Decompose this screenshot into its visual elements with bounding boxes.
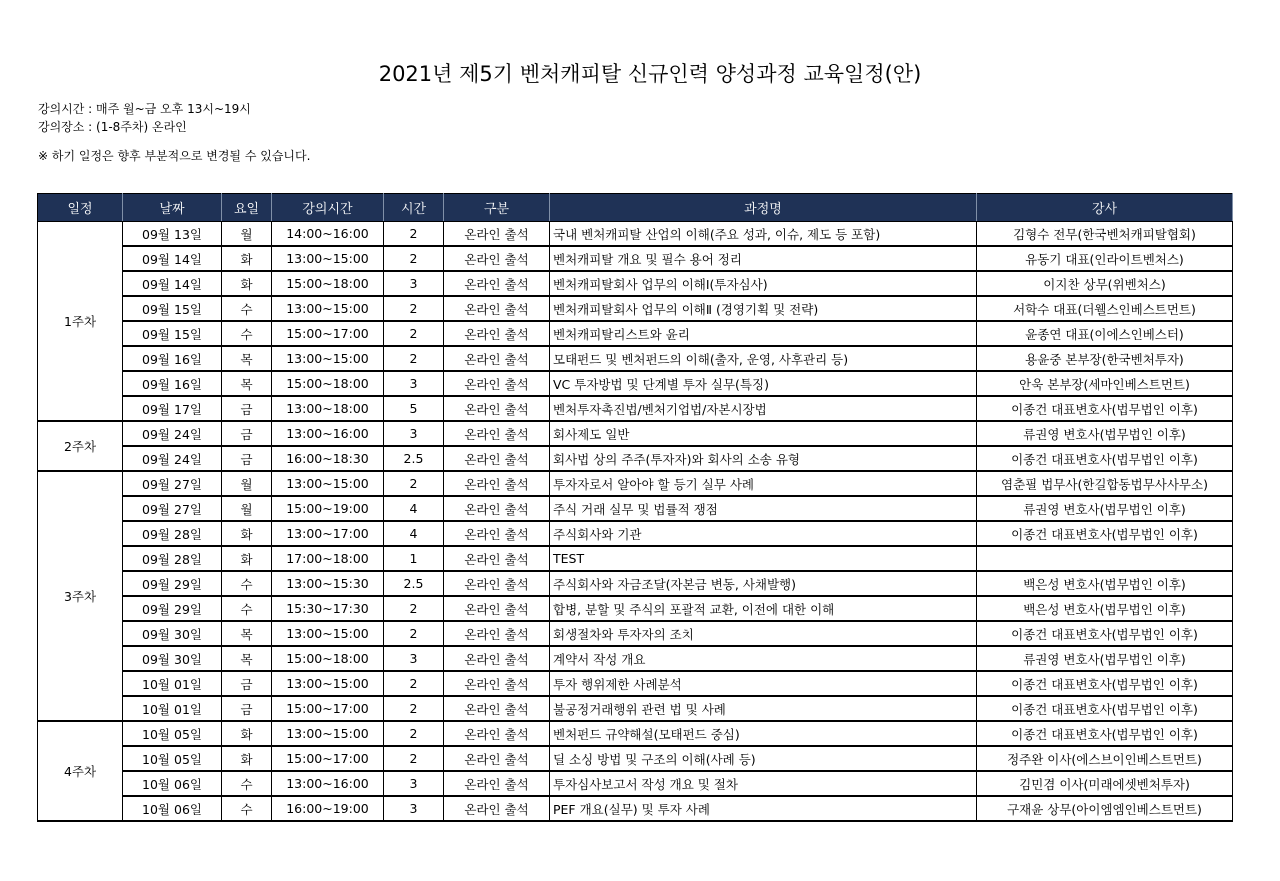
hours-cell: 2 <box>384 671 444 696</box>
instructor-cell: 이종건 대표변호사(법무법인 이후) <box>977 396 1233 421</box>
date-cell: 09월 14일 <box>123 246 222 271</box>
type-cell: 온라인 출석 <box>444 346 550 371</box>
day-cell: 화 <box>222 521 272 546</box>
hours-cell: 2 <box>384 721 444 746</box>
instructor-cell: 류권영 변호사(법무법인 이후) <box>977 421 1233 446</box>
table-row <box>38 446 1233 471</box>
hours-cell: 3 <box>384 421 444 446</box>
time-cell: 13:00~15:00 <box>272 621 384 646</box>
course-cell: TEST <box>550 546 977 571</box>
hours-cell: 3 <box>384 771 444 796</box>
type-cell: 온라인 출석 <box>444 521 550 546</box>
hours-cell: 4 <box>384 496 444 521</box>
header-type: 구분 <box>444 194 550 222</box>
date-cell: 10월 05일 <box>123 721 222 746</box>
lecture-time: 강의시간 : 매주 월~금 오후 13시~19시 <box>38 102 251 116</box>
date-cell: 09월 28일 <box>123 546 222 571</box>
hours-cell: 2 <box>384 321 444 346</box>
date-cell: 09월 28일 <box>123 521 222 546</box>
type-cell: 온라인 출석 <box>444 296 550 321</box>
header-week: 일정 <box>38 194 123 222</box>
header-day: 요일 <box>222 194 272 222</box>
day-cell: 목 <box>222 371 272 396</box>
day-cell: 금 <box>222 421 272 446</box>
day-cell: 화 <box>222 721 272 746</box>
day-cell: 수 <box>222 796 272 821</box>
time-cell: 15:00~17:00 <box>272 746 384 771</box>
hours-cell: 4 <box>384 521 444 546</box>
instructor-cell <box>977 546 1233 571</box>
date-cell: 09월 30일 <box>123 646 222 671</box>
hours-cell: 2 <box>384 346 444 371</box>
course-cell: 국내 벤처캐피탈 산업의 이해(주요 성과, 이슈, 제도 등 포함) <box>550 222 977 247</box>
type-cell: 온라인 출석 <box>444 246 550 271</box>
day-cell: 월 <box>222 496 272 521</box>
hours-cell: 3 <box>384 371 444 396</box>
schedule-table <box>37 193 1233 822</box>
course-cell: 주식 거래 실무 및 법률적 쟁점 <box>550 496 977 521</box>
time-cell: 13:00~15:00 <box>272 471 384 496</box>
table-row <box>38 696 1233 721</box>
hours-cell: 3 <box>384 646 444 671</box>
hours-cell: 2 <box>384 621 444 646</box>
day-cell: 화 <box>222 546 272 571</box>
instructor-cell: 류권영 변호사(법무법인 이후) <box>977 646 1233 671</box>
page-title: 2021년 제5기 벤처캐피탈 신규인력 양성과정 교육일정(안) <box>378 62 922 86</box>
course-cell: 계약서 작성 개요 <box>550 646 977 671</box>
table-row <box>38 346 1233 371</box>
header-hours: 시간 <box>384 194 444 222</box>
hours-cell: 2 <box>384 696 444 721</box>
instructor-cell: 이종건 대표변호사(법무법인 이후) <box>977 721 1233 746</box>
date-cell: 09월 29일 <box>123 571 222 596</box>
time-cell: 14:00~16:00 <box>272 222 384 247</box>
time-cell: 13:00~16:00 <box>272 771 384 796</box>
lecture-place: 강의장소 : (1-8주차) 온라인 <box>38 120 187 134</box>
type-cell: 온라인 출석 <box>444 621 550 646</box>
time-cell: 15:00~17:00 <box>272 696 384 721</box>
type-cell: 온라인 출석 <box>444 646 550 671</box>
time-cell: 13:00~15:00 <box>272 296 384 321</box>
table-row <box>38 271 1233 296</box>
date-cell: 09월 16일 <box>123 346 222 371</box>
date-cell: 10월 06일 <box>123 771 222 796</box>
day-cell: 수 <box>222 321 272 346</box>
instructor-cell: 윤종연 대표(이에스인베스터) <box>977 321 1233 346</box>
instructor-cell: 이지찬 상무(위벤처스) <box>977 271 1233 296</box>
course-cell: 불공정거래행위 관련 법 및 사례 <box>550 696 977 721</box>
day-cell: 금 <box>222 671 272 696</box>
time-cell: 15:00~18:00 <box>272 271 384 296</box>
table-row <box>38 596 1233 621</box>
hours-cell: 2 <box>384 471 444 496</box>
type-cell: 온라인 출석 <box>444 696 550 721</box>
type-cell: 온라인 출석 <box>444 671 550 696</box>
table-row <box>38 371 1233 396</box>
week-cell: 2주차 <box>38 421 123 471</box>
date-cell: 09월 27일 <box>123 471 222 496</box>
table-row <box>38 246 1233 271</box>
day-cell: 수 <box>222 771 272 796</box>
time-cell: 13:00~18:00 <box>272 396 384 421</box>
type-cell: 온라인 출석 <box>444 271 550 296</box>
table-header <box>38 194 1233 222</box>
type-cell: 온라인 출석 <box>444 371 550 396</box>
table-row <box>38 771 1233 796</box>
course-cell: PEF 개요(실무) 및 투자 사례 <box>550 796 977 821</box>
time-cell: 13:00~15:00 <box>272 246 384 271</box>
date-cell: 09월 27일 <box>123 496 222 521</box>
day-cell: 수 <box>222 296 272 321</box>
course-cell: 투자 행위제한 사례분석 <box>550 671 977 696</box>
time-cell: 13:00~15:00 <box>272 346 384 371</box>
day-cell: 화 <box>222 246 272 271</box>
table-row <box>38 796 1233 821</box>
date-cell: 09월 13일 <box>123 222 222 247</box>
course-cell: 주식회사와 자금조달(자본금 변동, 사채발행) <box>550 571 977 596</box>
course-cell: 회사법 상의 주주(투자자)와 회사의 소송 유형 <box>550 446 977 471</box>
type-cell: 온라인 출석 <box>444 222 550 247</box>
change-notice: ※ 하기 일정은 향후 부분적으로 변경될 수 있습니다. <box>38 149 311 163</box>
instructor-cell: 김형수 전무(한국벤처캐피탈협회) <box>977 222 1233 247</box>
instructor-cell: 안욱 본부장(세마인베스트먼트) <box>977 371 1233 396</box>
time-cell: 16:00~19:00 <box>272 796 384 821</box>
day-cell: 화 <box>222 746 272 771</box>
instructor-cell: 이종건 대표변호사(법무법인 이후) <box>977 446 1233 471</box>
time-cell: 16:00~18:30 <box>272 446 384 471</box>
hours-cell: 2 <box>384 296 444 321</box>
date-cell: 09월 24일 <box>123 446 222 471</box>
day-cell: 금 <box>222 696 272 721</box>
header-instructor: 강사 <box>977 194 1233 222</box>
course-cell: 벤처캐피탈 개요 및 필수 용어 정리 <box>550 246 977 271</box>
hours-cell: 3 <box>384 796 444 821</box>
table-row <box>38 671 1233 696</box>
type-cell: 온라인 출석 <box>444 571 550 596</box>
table-row <box>38 571 1233 596</box>
date-cell: 09월 14일 <box>123 271 222 296</box>
week-cell: 1주차 <box>38 222 123 422</box>
day-cell: 목 <box>222 621 272 646</box>
date-cell: 09월 24일 <box>123 421 222 446</box>
type-cell: 온라인 출석 <box>444 396 550 421</box>
type-cell: 온라인 출석 <box>444 746 550 771</box>
type-cell: 온라인 출석 <box>444 546 550 571</box>
instructor-cell: 이종건 대표변호사(법무법인 이후) <box>977 696 1233 721</box>
instructor-cell: 서학수 대표(더웰스인베스트먼트) <box>977 296 1233 321</box>
day-cell: 월 <box>222 222 272 247</box>
time-cell: 17:00~18:00 <box>272 546 384 571</box>
time-cell: 15:00~18:00 <box>272 646 384 671</box>
week-cell: 4주차 <box>38 721 123 821</box>
hours-cell: 5 <box>384 396 444 421</box>
table-row <box>38 471 1233 496</box>
header-date: 날짜 <box>123 194 222 222</box>
time-cell: 13:00~15:00 <box>272 671 384 696</box>
course-cell: 투자자로서 알아야 할 등기 실무 사례 <box>550 471 977 496</box>
course-cell: 주식회사와 기관 <box>550 521 977 546</box>
date-cell: 10월 01일 <box>123 696 222 721</box>
type-cell: 온라인 출석 <box>444 596 550 621</box>
date-cell: 09월 30일 <box>123 621 222 646</box>
course-cell: 벤처캐피탈회사 업무의 이해Ⅱ (경영기획 및 전략) <box>550 296 977 321</box>
day-cell: 목 <box>222 646 272 671</box>
table-row <box>38 222 1233 247</box>
course-cell: 합병, 분할 및 주식의 포괄적 교환, 이전에 대한 이해 <box>550 596 977 621</box>
type-cell: 온라인 출석 <box>444 446 550 471</box>
header-time: 강의시간 <box>272 194 384 222</box>
time-cell: 13:00~17:00 <box>272 521 384 546</box>
table-row <box>38 321 1233 346</box>
instructor-cell: 이종건 대표변호사(법무법인 이후) <box>977 671 1233 696</box>
type-cell: 온라인 출석 <box>444 721 550 746</box>
time-cell: 15:00~17:00 <box>272 321 384 346</box>
course-cell: 벤처캐피탈리스트와 윤리 <box>550 321 977 346</box>
course-cell: 모태펀드 및 벤처펀드의 이해(출자, 운영, 사후관리 등) <box>550 346 977 371</box>
date-cell: 10월 01일 <box>123 671 222 696</box>
hours-cell: 1 <box>384 546 444 571</box>
day-cell: 목 <box>222 346 272 371</box>
course-cell: 딜 소싱 방법 및 구조의 이해(사례 등) <box>550 746 977 771</box>
date-cell: 10월 06일 <box>123 796 222 821</box>
time-cell: 15:00~19:00 <box>272 496 384 521</box>
time-cell: 13:00~15:00 <box>272 721 384 746</box>
type-cell: 온라인 출석 <box>444 321 550 346</box>
date-cell: 09월 15일 <box>123 321 222 346</box>
time-cell: 15:00~18:00 <box>272 371 384 396</box>
table-row <box>38 646 1233 671</box>
instructor-cell: 백은성 변호사(법무법인 이후) <box>977 596 1233 621</box>
day-cell: 금 <box>222 446 272 471</box>
week-cell: 3주차 <box>38 471 123 721</box>
hours-cell: 3 <box>384 271 444 296</box>
table-row <box>38 746 1233 771</box>
course-cell: 회생절차와 투자자의 조치 <box>550 621 977 646</box>
table-row <box>38 721 1233 746</box>
table-row <box>38 521 1233 546</box>
table-row <box>38 421 1233 446</box>
date-cell: 10월 05일 <box>123 746 222 771</box>
date-cell: 09월 29일 <box>123 596 222 621</box>
hours-cell: 2 <box>384 596 444 621</box>
hours-cell: 2.5 <box>384 446 444 471</box>
instructor-cell: 구재윤 상무(아이엠엠인베스트먼트) <box>977 796 1233 821</box>
type-cell: 온라인 출석 <box>444 771 550 796</box>
instructor-cell: 류권영 변호사(법무법인 이후) <box>977 496 1233 521</box>
hours-cell: 2 <box>384 222 444 247</box>
date-cell: 09월 16일 <box>123 371 222 396</box>
table-row <box>38 621 1233 646</box>
instructor-cell: 용윤중 본부장(한국벤처투자) <box>977 346 1233 371</box>
date-cell: 09월 17일 <box>123 396 222 421</box>
day-cell: 금 <box>222 396 272 421</box>
instructor-cell: 염춘필 법무사(한길합동법무사사무소) <box>977 471 1233 496</box>
hours-cell: 2 <box>384 246 444 271</box>
hours-cell: 2 <box>384 746 444 771</box>
course-cell: 투자심사보고서 작성 개요 및 절차 <box>550 771 977 796</box>
course-cell: 벤처캐피탈회사 업무의 이해Ⅰ(투자심사) <box>550 271 977 296</box>
table-row <box>38 296 1233 321</box>
instructor-cell: 백은성 변호사(법무법인 이후) <box>977 571 1233 596</box>
instructor-cell: 김민겸 이사(미래에셋벤처투자) <box>977 771 1233 796</box>
table-row <box>38 496 1233 521</box>
day-cell: 화 <box>222 271 272 296</box>
course-cell: VC 투자방법 및 단계별 투자 실무(특징) <box>550 371 977 396</box>
header-course: 과정명 <box>550 194 977 222</box>
type-cell: 온라인 출석 <box>444 796 550 821</box>
day-cell: 월 <box>222 471 272 496</box>
table-row <box>38 396 1233 421</box>
type-cell: 온라인 출석 <box>444 421 550 446</box>
course-cell: 벤처펀드 규약해설(모태펀드 중심) <box>550 721 977 746</box>
course-cell: 벤처투자촉진법/벤처기업법/자본시장법 <box>550 396 977 421</box>
course-cell: 회사제도 일반 <box>550 421 977 446</box>
instructor-cell: 정주완 이사(에스브이인베스트먼트) <box>977 746 1233 771</box>
table-row <box>38 546 1233 571</box>
type-cell: 온라인 출석 <box>444 496 550 521</box>
hours-cell: 2.5 <box>384 571 444 596</box>
instructor-cell: 이종건 대표변호사(법무법인 이후) <box>977 621 1233 646</box>
time-cell: 13:00~15:30 <box>272 571 384 596</box>
day-cell: 수 <box>222 596 272 621</box>
instructor-cell: 이종건 대표변호사(법무법인 이후) <box>977 521 1233 546</box>
day-cell: 수 <box>222 571 272 596</box>
instructor-cell: 유동기 대표(인라이트벤처스) <box>977 246 1233 271</box>
time-cell: 13:00~16:00 <box>272 421 384 446</box>
time-cell: 15:30~17:30 <box>272 596 384 621</box>
type-cell: 온라인 출석 <box>444 471 550 496</box>
date-cell: 09월 15일 <box>123 296 222 321</box>
